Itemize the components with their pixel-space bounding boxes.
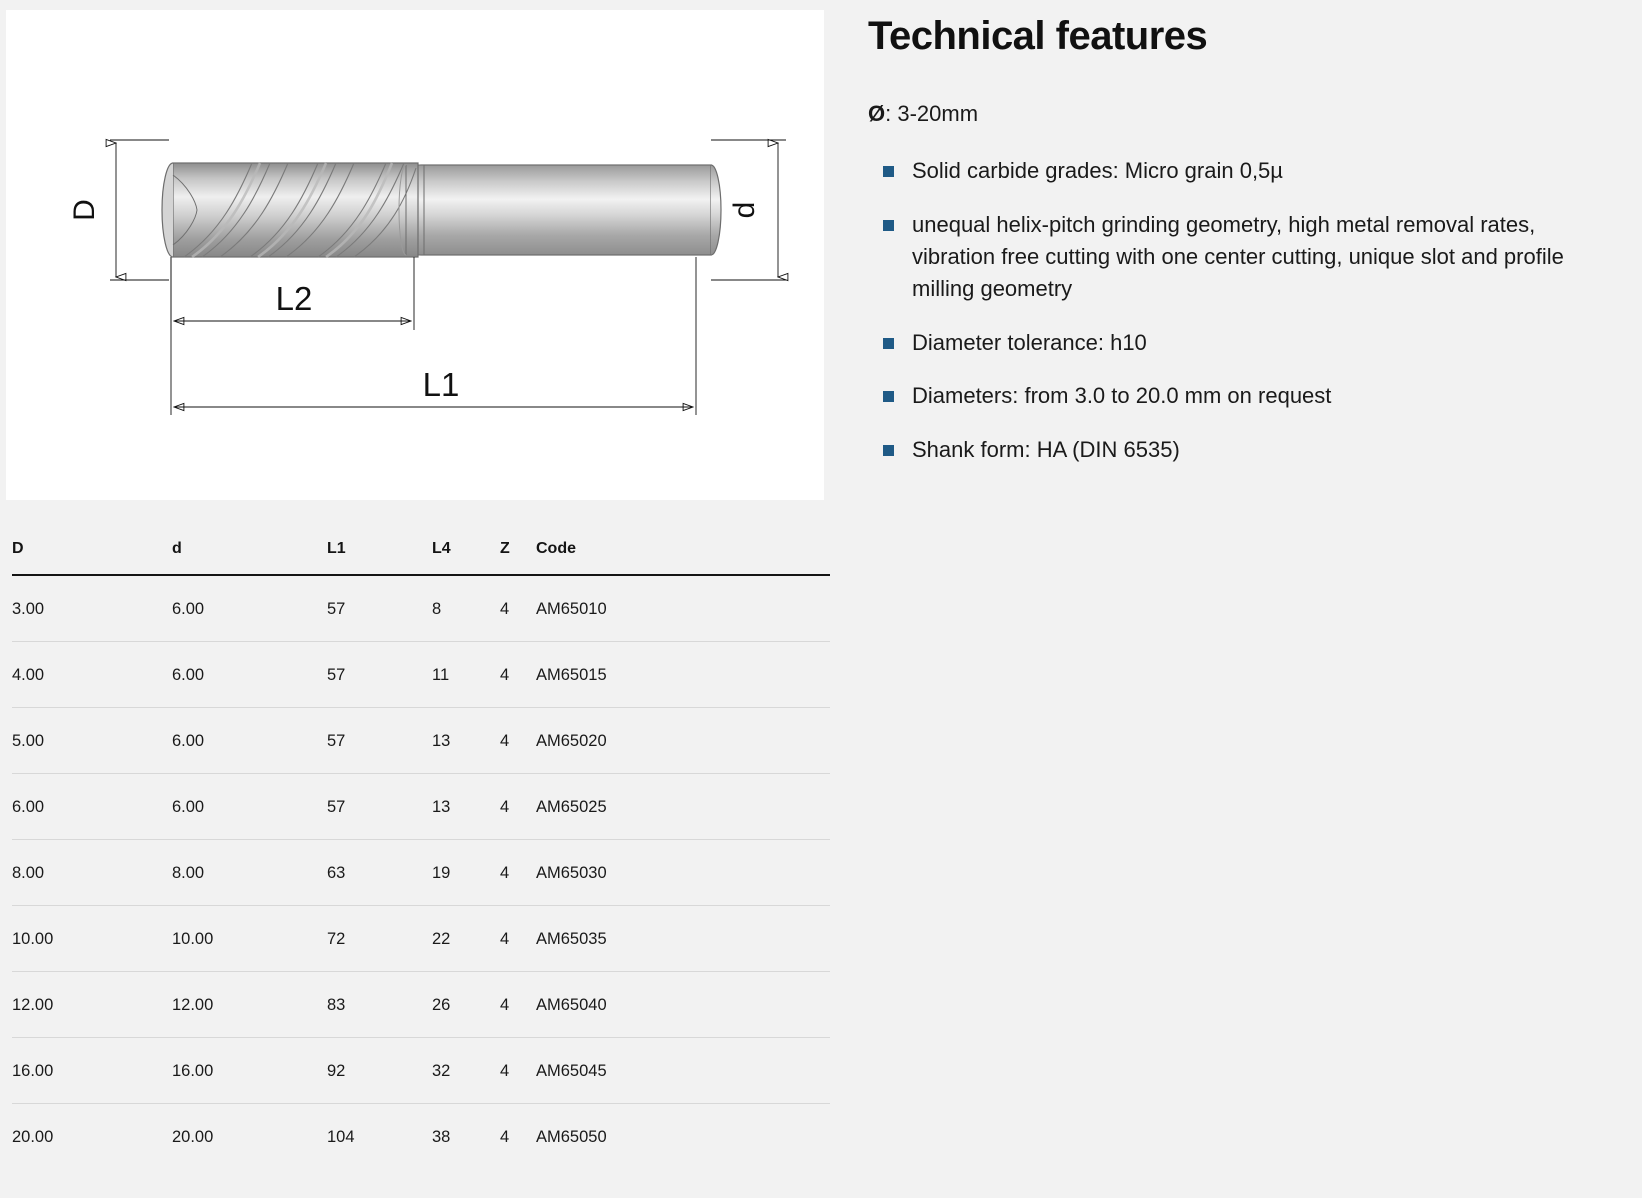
table-row bbox=[12, 575, 830, 642]
square-bullet-icon bbox=[883, 445, 894, 456]
cell-L4: 13 bbox=[432, 708, 500, 774]
list-item bbox=[868, 209, 1608, 305]
cell-Z: 4 bbox=[500, 1038, 536, 1104]
cell-L4: 19 bbox=[432, 840, 500, 906]
cell-L4: 22 bbox=[432, 906, 500, 972]
cell-L1: 72 bbox=[327, 906, 432, 972]
cell-code: AM65035 bbox=[536, 906, 830, 972]
feature-text: Solid carbide grades: Micro grain 0,5µ bbox=[912, 158, 1283, 183]
cell-L1: 104 bbox=[327, 1128, 355, 1146]
cell-d: 20.00 bbox=[172, 1128, 214, 1146]
cell-Z: 4 bbox=[500, 575, 536, 642]
table-header-row bbox=[12, 540, 830, 575]
table-row bbox=[12, 1104, 830, 1170]
end-mill-technical-drawing bbox=[6, 10, 824, 500]
cell-L1: 63 bbox=[327, 840, 432, 906]
table-row bbox=[12, 774, 830, 840]
column-header-code: Code bbox=[536, 540, 576, 557]
cell-Z: 4 bbox=[500, 642, 536, 708]
cell-D: 5.00 bbox=[12, 708, 172, 774]
column-header-Z: Z bbox=[500, 540, 510, 557]
cell-code: AM65030 bbox=[536, 840, 830, 906]
diameter-range bbox=[868, 101, 1608, 127]
table-row bbox=[12, 642, 830, 708]
square-bullet-icon bbox=[883, 338, 894, 349]
cell-code: AM65010 bbox=[536, 575, 830, 642]
feature-text: unequal helix-pitch grinding geometry, high metal removal rates, vibration free cutting with one center cutting, unique slot and profile milling geometry bbox=[912, 211, 1564, 301]
feature-text: Shank form: HA (DIN 6535) bbox=[912, 437, 1180, 463]
feature-text: Diameters: from 3.0 to 20.0 mm on request bbox=[912, 383, 1332, 409]
cell-d: 12.00 bbox=[172, 972, 327, 1038]
cell-d: 6.00 bbox=[172, 575, 327, 642]
diameter-value: : 3-20mm bbox=[885, 101, 979, 126]
column-header-d: d bbox=[172, 540, 182, 557]
cell-D: 20.00 bbox=[12, 1128, 54, 1146]
cell-D: 10.00 bbox=[12, 906, 172, 972]
cell-d: 10.00 bbox=[172, 906, 327, 972]
cell-D: 6.00 bbox=[12, 774, 172, 840]
table-row bbox=[12, 840, 830, 906]
list-item bbox=[868, 155, 1608, 187]
technical-features-panel bbox=[868, 14, 1608, 488]
cell-L1: 57 bbox=[327, 642, 432, 708]
table-row bbox=[12, 708, 830, 774]
cell-L1: 57 bbox=[327, 708, 432, 774]
cell-D: 12.00 bbox=[12, 972, 172, 1038]
square-bullet-icon bbox=[883, 391, 894, 402]
cell-code: AM65020 bbox=[536, 708, 830, 774]
cell-L1: 83 bbox=[327, 972, 432, 1038]
column-header-D: D bbox=[12, 540, 24, 557]
cell-code: AM65050 bbox=[536, 1128, 607, 1146]
dimension-label-D: D bbox=[68, 199, 101, 221]
table-row bbox=[12, 1038, 830, 1104]
cell-D: 16.00 bbox=[12, 1038, 172, 1104]
cell-Z: 4 bbox=[500, 774, 536, 840]
dimension-label-L2: L2 bbox=[275, 280, 313, 317]
cell-code: AM65015 bbox=[536, 642, 830, 708]
left-column bbox=[6, 10, 824, 1146]
cell-L4: 11 bbox=[432, 642, 500, 708]
cell-Z: 4 bbox=[500, 1128, 510, 1146]
table-header bbox=[12, 540, 830, 575]
feature-text: Diameter tolerance: h10 bbox=[912, 329, 1147, 355]
list-item bbox=[868, 434, 1608, 466]
table-row bbox=[12, 906, 830, 972]
cell-D: 4.00 bbox=[12, 642, 172, 708]
cell-D: 8.00 bbox=[12, 840, 172, 906]
cell-L1: 92 bbox=[327, 1038, 432, 1104]
cell-d: 6.00 bbox=[172, 642, 327, 708]
dimension-label-L1: L1 bbox=[422, 366, 460, 403]
column-header-L1: L1 bbox=[327, 540, 346, 557]
cell-D: 3.00 bbox=[12, 575, 172, 642]
list-item bbox=[868, 327, 1608, 359]
dimension-spec-table bbox=[12, 540, 830, 1169]
cell-L4: 8 bbox=[432, 575, 500, 642]
cell-L4: 13 bbox=[432, 774, 500, 840]
cell-Z: 4 bbox=[500, 708, 536, 774]
table-body bbox=[12, 575, 830, 1169]
cell-Z: 4 bbox=[500, 840, 536, 906]
cell-Z: 4 bbox=[500, 906, 536, 972]
dimension-label-d: d bbox=[728, 201, 761, 219]
cell-L1: 57 bbox=[327, 575, 432, 642]
table-row bbox=[12, 972, 830, 1038]
cell-L4: 26 bbox=[432, 972, 500, 1038]
list-item bbox=[868, 380, 1608, 412]
cell-d: 6.00 bbox=[172, 708, 327, 774]
cell-L4: 32 bbox=[432, 1038, 500, 1104]
page-title: Technical features bbox=[868, 14, 1208, 58]
cell-code: AM65025 bbox=[536, 774, 830, 840]
cell-d: 6.00 bbox=[172, 774, 327, 840]
cell-L4: 38 bbox=[432, 1128, 451, 1146]
column-header-L4: L4 bbox=[432, 540, 451, 557]
cell-d: 16.00 bbox=[172, 1038, 327, 1104]
cell-L1: 57 bbox=[327, 774, 432, 840]
features-list bbox=[868, 155, 1608, 466]
cell-d: 8.00 bbox=[172, 840, 327, 906]
square-bullet-icon bbox=[883, 220, 894, 231]
cell-Z: 4 bbox=[500, 972, 536, 1038]
square-bullet-icon bbox=[883, 166, 894, 177]
cell-code: AM65045 bbox=[536, 1038, 830, 1104]
diameter-symbol: Ø bbox=[868, 101, 886, 126]
cell-code: AM65040 bbox=[536, 972, 830, 1038]
tool-drawing-panel bbox=[6, 10, 824, 500]
